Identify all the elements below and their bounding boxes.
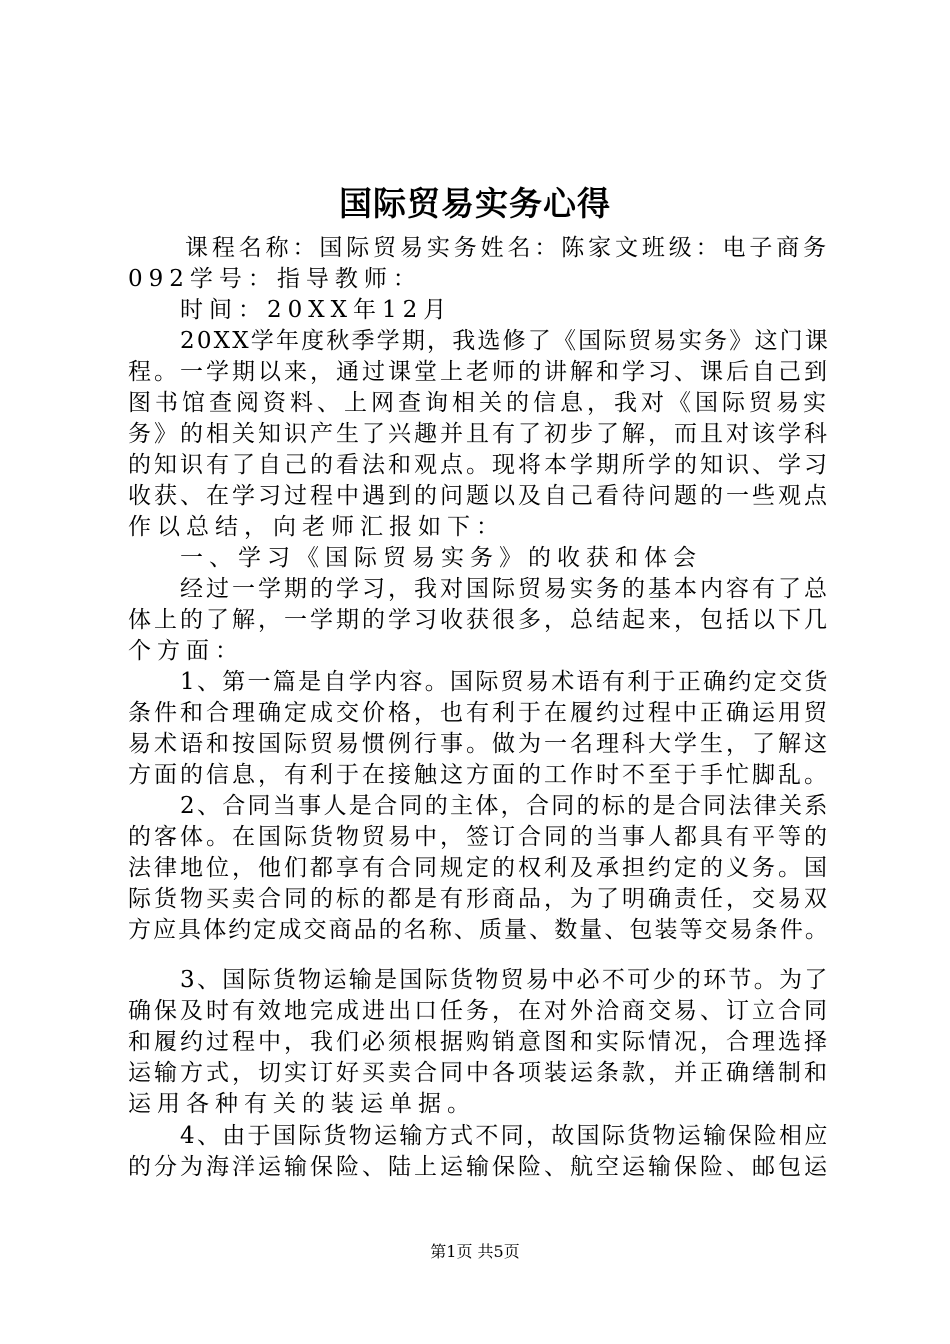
body-text-line: 一、学习《国际贸易实务》的收获和体会	[180, 545, 702, 571]
body-text-line: 法律地位，他们都享有合同规定的权利及承担约定的义务。国	[128, 855, 830, 881]
body-text-line: 2、合同当事人是合同的主体，合同的标的是合同法律关系	[180, 793, 830, 819]
body-text-line: 092学号：指导教师：	[128, 266, 422, 292]
document-title: 国际贸易实务心得	[339, 184, 611, 223]
body-text-line: 4、由于国际货物运输方式不同，故国际货物运输保险相应	[180, 1123, 830, 1149]
body-text-line: 3、国际货物运输是国际货物贸易中必不可少的环节。为了	[180, 967, 830, 993]
body-text-line: 的客体。在国际货物贸易中，签订合同的当事人都具有平等的	[128, 824, 830, 850]
page-footer: 第1页 共5页	[430, 1242, 520, 1261]
body-text-line: 运用各种有关的装运单据。	[128, 1091, 476, 1117]
body-text-line: 的分为海洋运输保险、陆上运输保险、航空运输保险、邮包运	[128, 1154, 830, 1180]
body-text-line: 条件和合理确定成交价格，也有利于在履约过程中正确运用贸	[128, 700, 830, 726]
body-text-line: 程。一学期以来，通过课堂上老师的讲解和学习、课后自己到	[128, 359, 830, 385]
body-text-line: 经过一学期的学习，我对国际贸易实务的基本内容有了总	[180, 576, 830, 602]
body-text-line: 收获、在学习过程中遇到的问题以及自己看待问题的一些观点	[128, 483, 830, 509]
body-text-line: 务》的相关知识产生了兴趣并且有了初步了解，而且对该学科	[128, 421, 830, 447]
body-text-line: 和履约过程中，我们必须根据购销意图和实际情况，合理选择	[128, 1029, 830, 1055]
body-text-line: 1、第一篇是自学内容。国际贸易术语有利于正确约定交货	[180, 669, 830, 695]
body-text-line: 方应具体约定成交商品的名称、质量、数量、包装等交易条件。	[128, 917, 830, 943]
body-text-line: 的知识有了自己的看法和观点。现将本学期所学的知识、学习	[128, 452, 830, 478]
body-text-line: 课程名称：国际贸易实务姓名：陈家文班级：电子商务	[185, 235, 830, 261]
body-text-line: 方面的信息，有利于在接触这方面的工作时不至于手忙脚乱。	[128, 762, 830, 788]
body-text-line: 际货物买卖合同的标的都是有形商品，为了明确责任，交易双	[128, 886, 830, 912]
body-text-line: 运输方式，切实订好买卖合同中各项装运条款，并正确缮制和	[128, 1060, 830, 1086]
body-text-line: 个方面：	[128, 638, 244, 664]
body-text-line: 20XX学年度秋季学期，我选修了《国际贸易实务》这门课	[180, 328, 831, 354]
body-text-line: 时间：20XX年12月	[180, 297, 453, 323]
body-text-line: 图书馆查阅资料、上网查询相关的信息，我对《国际贸易实	[128, 390, 830, 416]
body-text-line: 易术语和按国际贸易惯例行事。做为一名理科大学生，了解这	[128, 731, 830, 757]
body-text-line: 体上的了解，一学期的学习收获很多，总结起来，包括以下几	[128, 607, 830, 633]
body-text-line: 作以总结，向老师汇报如下：	[128, 514, 505, 540]
body-text-line: 确保及时有效地完成进出口任务，在对外洽商交易、订立合同	[128, 998, 830, 1024]
